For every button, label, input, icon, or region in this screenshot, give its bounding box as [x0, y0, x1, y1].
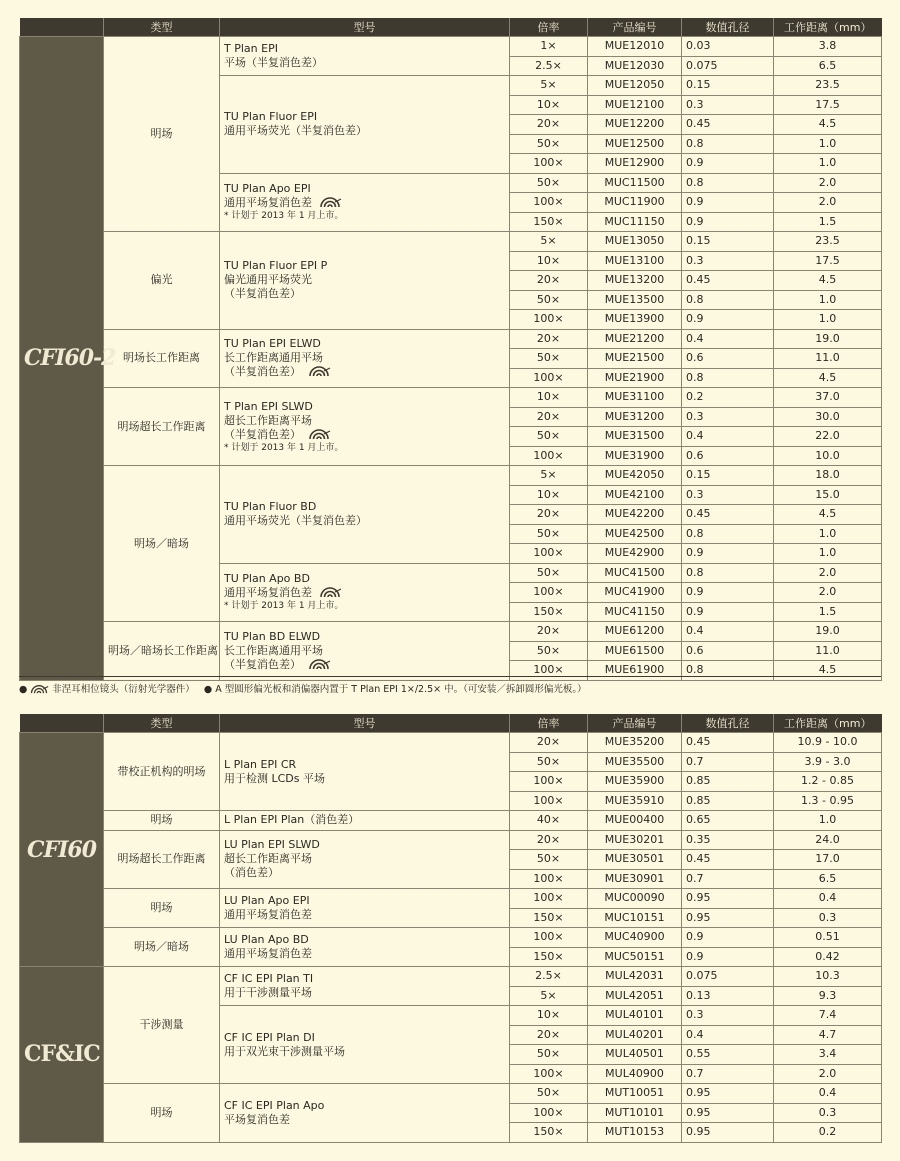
- wd-cell: 2.0: [774, 563, 882, 583]
- wd-cell: 1.0: [774, 310, 882, 330]
- magnification-cell: 5×: [510, 986, 588, 1006]
- magnification-cell: 100×: [510, 869, 588, 889]
- magnification-cell: 150×: [510, 908, 588, 928]
- header-wd: 工作距离（mm）: [774, 18, 882, 37]
- magnification-cell: 100×: [510, 791, 588, 811]
- model-cell: TU Plan EPI ELWD 长工作距离通用平场 （半复消色差）: [220, 329, 510, 388]
- wd-cell: 4.7: [774, 1025, 882, 1045]
- na-cell: 0.4: [682, 1025, 774, 1045]
- magnification-cell: 50×: [510, 524, 588, 544]
- table-header-row: [20, 714, 882, 733]
- magnification-cell: 100×: [510, 583, 588, 603]
- model-cell: TU Plan Apo BD 通用平场复消色差 * 计划于 2013 年 1 月上市。: [220, 563, 510, 622]
- na-cell: 0.45: [682, 733, 774, 753]
- model-cell: CF IC EPI Plan Apo 平场复消色差: [220, 1084, 510, 1143]
- na-cell: 0.075: [682, 56, 774, 76]
- product-code-cell: MUE31900: [588, 446, 682, 466]
- category-cell: 带校正机构的明场: [104, 733, 220, 811]
- header-wd: 工作距离（mm）: [774, 714, 882, 733]
- magnification-cell: 20×: [510, 733, 588, 753]
- product-code-cell: MUE42100: [588, 485, 682, 505]
- magnification-cell: 100×: [510, 368, 588, 388]
- na-cell: 0.55: [682, 1045, 774, 1065]
- wd-cell: 1.0: [774, 544, 882, 564]
- phase-fresnel-icon: [307, 658, 331, 670]
- wd-cell: 3.9 - 3.0: [774, 752, 882, 772]
- wd-cell: 17.5: [774, 251, 882, 271]
- na-cell: 0.03: [682, 37, 774, 57]
- product-code-cell: MUE21200: [588, 329, 682, 349]
- magnification-cell: 10×: [510, 95, 588, 115]
- wd-cell: 0.3: [774, 1103, 882, 1123]
- wd-cell: 9.3: [774, 986, 882, 1006]
- wd-cell: 2.0: [774, 583, 882, 603]
- magnification-cell: 10×: [510, 251, 588, 271]
- magnification-cell: 100×: [510, 446, 588, 466]
- magnification-cell: 100×: [510, 661, 588, 681]
- category-cell: 明场: [104, 37, 220, 232]
- category-cell: 明场／暗场长工作距离: [104, 622, 220, 681]
- wd-cell: 6.5: [774, 869, 882, 889]
- table-row: [20, 37, 882, 57]
- na-cell: 0.3: [682, 407, 774, 427]
- objective-table-cfi60-2: [19, 18, 882, 681]
- model-cell: TU Plan Fluor EPI 通用平场荧光（半复消色差）: [220, 76, 510, 174]
- magnification-cell: 50×: [510, 173, 588, 193]
- header-category: 类型: [104, 714, 220, 733]
- na-cell: 0.95: [682, 1103, 774, 1123]
- product-code-cell: MUE13900: [588, 310, 682, 330]
- product-code-cell: MUT10051: [588, 1084, 682, 1104]
- table-row: [20, 329, 882, 349]
- product-code-cell: MUE35900: [588, 772, 682, 792]
- product-code-cell: MUL40501: [588, 1045, 682, 1065]
- na-cell: 0.3: [682, 1006, 774, 1026]
- na-cell: 0.45: [682, 850, 774, 870]
- brand-logo-cfi60: CFI60: [20, 733, 104, 967]
- model-cell: TU Plan Fluor EPI P 偏光通用平场荧光 （半复消色差）: [220, 232, 510, 330]
- wd-cell: 15.0: [774, 485, 882, 505]
- header-na: 数值孔径: [682, 714, 774, 733]
- wd-cell: 19.0: [774, 622, 882, 642]
- product-code-cell: MUC40900: [588, 928, 682, 948]
- product-code-cell: MUE61500: [588, 641, 682, 661]
- header-magnification: 倍率: [510, 18, 588, 37]
- magnification-cell: 100×: [510, 310, 588, 330]
- product-code-cell: MUL42051: [588, 986, 682, 1006]
- na-cell: 0.8: [682, 661, 774, 681]
- wd-cell: 4.5: [774, 115, 882, 135]
- phase-fresnel-icon: [318, 196, 342, 208]
- bullet: ●: [203, 684, 213, 695]
- wd-cell: 37.0: [774, 388, 882, 408]
- wd-cell: 1.5: [774, 602, 882, 622]
- wd-cell: 10.9 - 10.0: [774, 733, 882, 753]
- wd-cell: 24.0: [774, 830, 882, 850]
- product-code-cell: MUE61200: [588, 622, 682, 642]
- product-code-cell: MUE31200: [588, 407, 682, 427]
- product-code-cell: MUL40101: [588, 1006, 682, 1026]
- magnification-cell: 150×: [510, 212, 588, 232]
- table-row: [20, 889, 882, 909]
- category-cell: 干涉测量: [104, 967, 220, 1084]
- model-cell: LU Plan EPI SLWD 超长工作距离平场 （消色差）: [220, 830, 510, 889]
- header-brand: [20, 18, 104, 37]
- na-cell: 0.075: [682, 967, 774, 987]
- product-code-cell: MUE13500: [588, 290, 682, 310]
- na-cell: 0.9: [682, 193, 774, 213]
- model-cell: CF IC EPI Plan TI 用于干涉测量平场: [220, 967, 510, 1006]
- magnification-cell: 20×: [510, 407, 588, 427]
- na-cell: 0.35: [682, 830, 774, 850]
- wd-cell: 1.3 - 0.95: [774, 791, 882, 811]
- table-row: [20, 1084, 882, 1104]
- magnification-cell: 1×: [510, 37, 588, 57]
- category-cell: 明场: [104, 889, 220, 928]
- model-cell: L Plan EPI CR 用于检测 LCDs 平场: [220, 733, 510, 811]
- product-code-cell: MUE42500: [588, 524, 682, 544]
- magnification-cell: 150×: [510, 602, 588, 622]
- wd-cell: 22.0: [774, 427, 882, 447]
- magnification-cell: 5×: [510, 466, 588, 486]
- na-cell: 0.65: [682, 811, 774, 831]
- na-cell: 0.9: [682, 947, 774, 967]
- header-na: 数值孔径: [682, 18, 774, 37]
- na-cell: 0.3: [682, 251, 774, 271]
- product-code-cell: MUE13050: [588, 232, 682, 252]
- na-cell: 0.45: [682, 115, 774, 135]
- wd-cell: 6.5: [774, 56, 882, 76]
- wd-cell: 7.4: [774, 1006, 882, 1026]
- product-code-cell: MUC00090: [588, 889, 682, 909]
- product-code-cell: MUT10153: [588, 1123, 682, 1143]
- wd-cell: 19.0: [774, 329, 882, 349]
- magnification-cell: 100×: [510, 1103, 588, 1123]
- wd-cell: 17.5: [774, 95, 882, 115]
- na-cell: 0.9: [682, 544, 774, 564]
- magnification-cell: 20×: [510, 115, 588, 135]
- magnification-cell: 10×: [510, 1006, 588, 1026]
- brand-logo-cfic: CF&IC: [20, 967, 104, 1143]
- table-row: [20, 466, 882, 486]
- magnification-cell: 50×: [510, 850, 588, 870]
- na-cell: 0.85: [682, 791, 774, 811]
- wd-cell: 1.0: [774, 134, 882, 154]
- product-code-cell: MUE12100: [588, 95, 682, 115]
- wd-cell: 10.0: [774, 446, 882, 466]
- na-cell: 0.95: [682, 889, 774, 909]
- table-bottom-rule: [19, 676, 881, 677]
- wd-cell: 10.3: [774, 967, 882, 987]
- header-brand: [20, 714, 104, 733]
- magnification-cell: 100×: [510, 1064, 588, 1084]
- magnification-cell: 100×: [510, 889, 588, 909]
- table-row: [20, 811, 882, 831]
- na-cell: 0.15: [682, 76, 774, 96]
- product-code-cell: MUE31100: [588, 388, 682, 408]
- table-row: [20, 967, 882, 987]
- na-cell: 0.9: [682, 583, 774, 603]
- na-cell: 0.6: [682, 446, 774, 466]
- product-code-cell: MUE13200: [588, 271, 682, 291]
- na-cell: 0.45: [682, 505, 774, 525]
- product-code-cell: MUT10101: [588, 1103, 682, 1123]
- magnification-cell: 20×: [510, 1025, 588, 1045]
- wd-cell: 0.3: [774, 908, 882, 928]
- na-cell: 0.15: [682, 466, 774, 486]
- magnification-cell: 50×: [510, 349, 588, 369]
- phase-fresnel-icon: [318, 586, 342, 598]
- product-code-cell: MUE12900: [588, 154, 682, 174]
- footnote: [19, 681, 881, 695]
- model-cell: CF IC EPI Plan DI 用于双光束干涉测量平场: [220, 1006, 510, 1084]
- na-cell: 0.95: [682, 1123, 774, 1143]
- product-code-cell: MUE35200: [588, 733, 682, 753]
- wd-cell: 4.5: [774, 505, 882, 525]
- product-code-cell: MUC11500: [588, 173, 682, 193]
- table-row: [20, 622, 882, 642]
- product-code-cell: MUC10151: [588, 908, 682, 928]
- na-cell: 0.7: [682, 1064, 774, 1084]
- product-code-cell: MUE30501: [588, 850, 682, 870]
- na-cell: 0.8: [682, 290, 774, 310]
- na-cell: 0.95: [682, 908, 774, 928]
- wd-cell: 1.2 - 0.85: [774, 772, 882, 792]
- product-code-cell: MUE61900: [588, 661, 682, 681]
- na-cell: 0.8: [682, 368, 774, 388]
- product-code-cell: MUC11150: [588, 212, 682, 232]
- magnification-cell: 5×: [510, 76, 588, 96]
- wd-cell: 1.0: [774, 154, 882, 174]
- table-row: [20, 928, 882, 948]
- category-cell: 偏光: [104, 232, 220, 330]
- phase-fresnel-icon: [29, 684, 49, 694]
- na-cell: 0.85: [682, 772, 774, 792]
- product-code-cell: MUE21900: [588, 368, 682, 388]
- product-code-cell: MUE12010: [588, 37, 682, 57]
- table-header-row: [20, 18, 882, 37]
- wd-cell: 23.5: [774, 76, 882, 96]
- product-code-cell: MUE30201: [588, 830, 682, 850]
- product-code-cell: MUE42900: [588, 544, 682, 564]
- na-cell: 0.13: [682, 986, 774, 1006]
- bullet: ●: [19, 684, 28, 695]
- product-code-cell: MUE42200: [588, 505, 682, 525]
- category-cell: 明场／暗场: [104, 466, 220, 622]
- table-row: [20, 232, 882, 252]
- wd-cell: 3.8: [774, 37, 882, 57]
- magnification-cell: 50×: [510, 1045, 588, 1065]
- na-cell: 0.45: [682, 271, 774, 291]
- product-code-cell: MUC41900: [588, 583, 682, 603]
- product-code-cell: MUL40201: [588, 1025, 682, 1045]
- header-product-code: 产品编号: [588, 18, 682, 37]
- model-cell: TU Plan BD ELWD 长工作距离通用平场 （半复消色差）: [220, 622, 510, 681]
- wd-cell: 23.5: [774, 232, 882, 252]
- table-row: [20, 388, 882, 408]
- product-code-cell: MUE13100: [588, 251, 682, 271]
- model-cell: LU Plan Apo BD 通用平场复消色差: [220, 928, 510, 967]
- magnification-cell: 5×: [510, 232, 588, 252]
- na-cell: 0.4: [682, 427, 774, 447]
- na-cell: 0.6: [682, 349, 774, 369]
- magnification-cell: 100×: [510, 193, 588, 213]
- product-code-cell: MUL42031: [588, 967, 682, 987]
- na-cell: 0.2: [682, 388, 774, 408]
- magnification-cell: 150×: [510, 947, 588, 967]
- magnification-cell: 100×: [510, 928, 588, 948]
- na-cell: 0.9: [682, 212, 774, 232]
- product-code-cell: MUE21500: [588, 349, 682, 369]
- magnification-cell: 50×: [510, 427, 588, 447]
- na-cell: 0.3: [682, 485, 774, 505]
- model-cell: T Plan EPI 平场（半复消色差）: [220, 37, 510, 76]
- model-cell: TU Plan Fluor BD 通用平场荧光（半复消色差）: [220, 466, 510, 564]
- magnification-cell: 100×: [510, 154, 588, 174]
- product-code-cell: MUC11900: [588, 193, 682, 213]
- product-code-cell: MUE31500: [588, 427, 682, 447]
- na-cell: 0.9: [682, 154, 774, 174]
- na-cell: 0.4: [682, 329, 774, 349]
- magnification-cell: 20×: [510, 329, 588, 349]
- na-cell: 0.7: [682, 869, 774, 889]
- magnification-cell: 10×: [510, 485, 588, 505]
- product-code-cell: MUE12500: [588, 134, 682, 154]
- magnification-cell: 100×: [510, 544, 588, 564]
- product-code-cell: MUE12050: [588, 76, 682, 96]
- category-cell: 明场长工作距离: [104, 329, 220, 388]
- header-model: 型号: [220, 18, 510, 37]
- na-cell: 0.4: [682, 622, 774, 642]
- magnification-cell: 50×: [510, 290, 588, 310]
- wd-cell: 1.5: [774, 212, 882, 232]
- magnification-cell: 20×: [510, 830, 588, 850]
- wd-cell: 0.2: [774, 1123, 882, 1143]
- header-model: 型号: [220, 714, 510, 733]
- na-cell: 0.9: [682, 928, 774, 948]
- magnification-cell: 100×: [510, 772, 588, 792]
- category-cell: 明场: [104, 811, 220, 831]
- na-cell: 0.8: [682, 563, 774, 583]
- header-product-code: 产品编号: [588, 714, 682, 733]
- product-code-cell: MUE00400: [588, 811, 682, 831]
- category-cell: 明场／暗场: [104, 928, 220, 967]
- wd-cell: 30.0: [774, 407, 882, 427]
- wd-cell: 4.5: [774, 271, 882, 291]
- table-row: [20, 830, 882, 850]
- header-category: 类型: [104, 18, 220, 37]
- table-row: [20, 733, 882, 753]
- wd-cell: 0.4: [774, 1084, 882, 1104]
- wd-cell: 17.0: [774, 850, 882, 870]
- magnification-cell: 40×: [510, 811, 588, 831]
- category-cell: 明场: [104, 1084, 220, 1143]
- product-code-cell: MUE12200: [588, 115, 682, 135]
- objective-table-cfi60: [19, 714, 882, 1143]
- na-cell: 0.9: [682, 310, 774, 330]
- na-cell: 0.3: [682, 95, 774, 115]
- model-cell: L Plan EPI Plan（消色差）: [220, 811, 510, 831]
- na-cell: 0.8: [682, 524, 774, 544]
- category-cell: 明场超长工作距离: [104, 830, 220, 889]
- product-code-cell: MUC41150: [588, 602, 682, 622]
- wd-cell: 2.0: [774, 193, 882, 213]
- phase-fresnel-icon: [307, 428, 331, 440]
- product-code-cell: MUL40900: [588, 1064, 682, 1084]
- na-cell: 0.95: [682, 1084, 774, 1104]
- wd-cell: 3.4: [774, 1045, 882, 1065]
- wd-cell: 0.42: [774, 947, 882, 967]
- product-code-cell: MUE12030: [588, 56, 682, 76]
- na-cell: 0.6: [682, 641, 774, 661]
- wd-cell: 0.51: [774, 928, 882, 948]
- product-code-cell: MUE42050: [588, 466, 682, 486]
- header-magnification: 倍率: [510, 714, 588, 733]
- product-code-cell: MUC50151: [588, 947, 682, 967]
- phase-fresnel-icon: [307, 365, 331, 377]
- wd-cell: 2.0: [774, 173, 882, 193]
- wd-cell: 1.0: [774, 811, 882, 831]
- wd-cell: 0.4: [774, 889, 882, 909]
- magnification-cell: 50×: [510, 641, 588, 661]
- footnote-phase-text: 非涅耳相位镜头（衍射光学器件）: [52, 684, 195, 695]
- wd-cell: 1.0: [774, 290, 882, 310]
- magnification-cell: 2.5×: [510, 967, 588, 987]
- product-code-cell: MUE35910: [588, 791, 682, 811]
- na-cell: 0.7: [682, 752, 774, 772]
- na-cell: 0.8: [682, 173, 774, 193]
- model-cell: TU Plan Apo EPI 通用平场复消色差 * 计划于 2013 年 1 月上市。: [220, 173, 510, 232]
- magnification-cell: 20×: [510, 271, 588, 291]
- model-cell: T Plan EPI SLWD 超长工作距离平场 （半复消色差） * 计划于 2013 年 1 月上市。: [220, 388, 510, 466]
- wd-cell: 4.5: [774, 368, 882, 388]
- magnification-cell: 50×: [510, 134, 588, 154]
- na-cell: 0.15: [682, 232, 774, 252]
- magnification-cell: 50×: [510, 1084, 588, 1104]
- category-cell: 明场超长工作距离: [104, 388, 220, 466]
- product-code-cell: MUE30901: [588, 869, 682, 889]
- wd-cell: 11.0: [774, 349, 882, 369]
- magnification-cell: 50×: [510, 563, 588, 583]
- magnification-cell: 20×: [510, 505, 588, 525]
- na-cell: 0.9: [682, 602, 774, 622]
- footnote-text: A 型圆形偏光板和消偏器内置于 T Plan EPI 1×/2.5× 中。（可安装／拆卸圆形偏光板。）: [215, 684, 587, 695]
- wd-cell: 1.0: [774, 524, 882, 544]
- magnification-cell: 10×: [510, 388, 588, 408]
- wd-cell: 11.0: [774, 641, 882, 661]
- magnification-cell: 50×: [510, 752, 588, 772]
- wd-cell: 18.0: [774, 466, 882, 486]
- product-code-cell: MUC41500: [588, 563, 682, 583]
- wd-cell: 2.0: [774, 1064, 882, 1084]
- product-code-cell: MUE35500: [588, 752, 682, 772]
- magnification-cell: 150×: [510, 1123, 588, 1143]
- magnification-cell: 2.5×: [510, 56, 588, 76]
- na-cell: 0.8: [682, 134, 774, 154]
- model-cell: LU Plan Apo EPI 通用平场复消色差: [220, 889, 510, 928]
- magnification-cell: 20×: [510, 622, 588, 642]
- brand-logo-cfi60-2: CFI60-2: [20, 37, 104, 681]
- wd-cell: 4.5: [774, 661, 882, 681]
